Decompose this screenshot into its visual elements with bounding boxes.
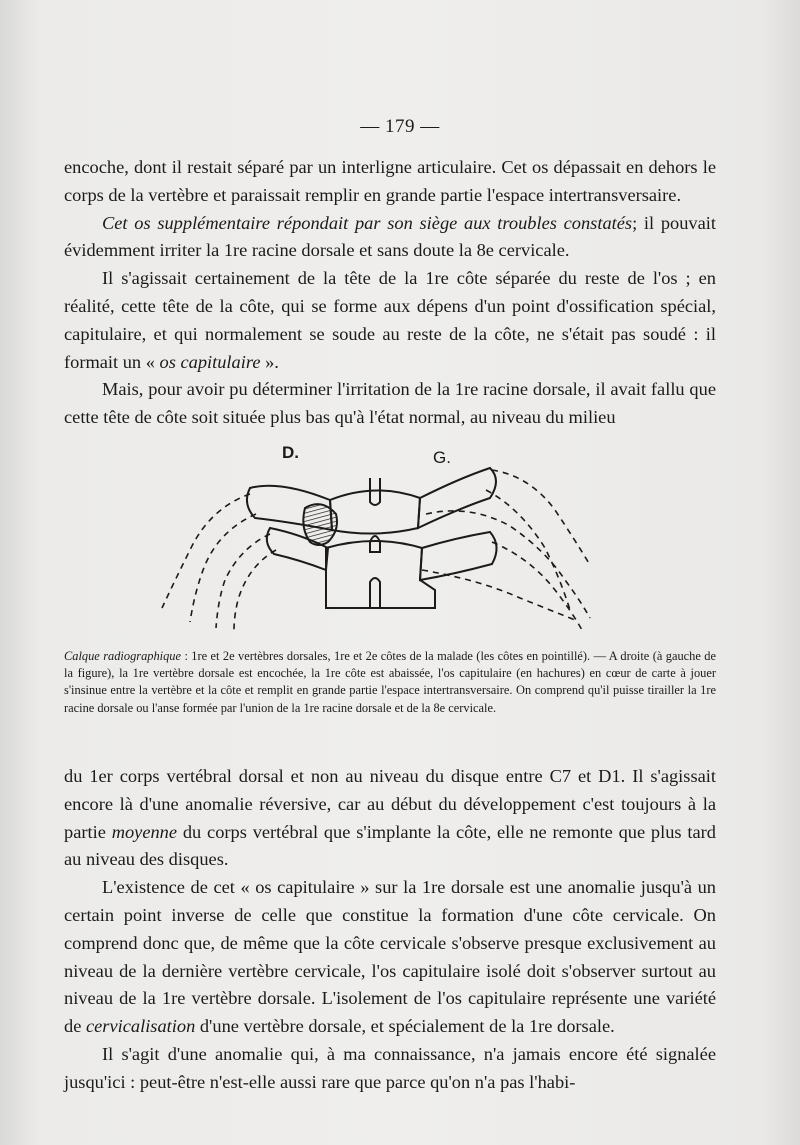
emphasis-text: Cet os supplémentaire répondait par son siège aux troubles constatés — [102, 212, 633, 233]
paragraph: encoche, dont il restait séparé par un interligne articulaire. Cet os dépassait en dehors le corps de la vertèbre et paraissait remplir en grande partie l'espace intertransversaire. — [64, 157, 716, 205]
caption-text: : 1re et 2e vertèbres dorsales, 1re et 2e côtes de la malade (les côtes en pointillé). — A droite (à gauche de la figure), la 1re vertèbre dorsale est encochée, la 1re côte est abaissée, l'os capitulaire (en hachures) en cœur de carte à jouer s'insinue entre la vertèbre et la côte et remplit en grande partie l'espace intertransversaire. On comprend qu'il puisse tirailler la 1re racine dorsale ou l'anse formée par l'union de la 1re racine dorsale et de la 8e cervicale. — [64, 649, 716, 715]
paragraph-text: d'une vertèbre dorsale, et spécialement de la 1re dorsale. — [195, 1016, 615, 1037]
emphasis-text: moyenne — [111, 821, 178, 842]
paragraph-text: ». — [260, 351, 279, 372]
vertebrae-outline — [247, 468, 497, 608]
paragraph: Il s'agit d'une anomalie qui, à ma connaissance, n'a jamais encore été signalée jusqu'ici : peut-être n'est-elle aussi rare que parce qu'on n'a pas l'habi- — [64, 1043, 716, 1092]
paragraph — [64, 874, 716, 1041]
ribs-dotted — [162, 470, 590, 630]
page-number: — 179 — — [360, 116, 440, 137]
capitular-bone — [303, 504, 337, 545]
caption-title: Calque radiographique — [64, 649, 182, 663]
emphasis-text: cervicalisation — [85, 1016, 196, 1037]
paragraph — [64, 210, 716, 266]
paragraph — [64, 265, 716, 376]
label-right-side: D. — [282, 443, 299, 462]
paragraph: Mais, pour avoir pu déterminer l'irritation de la 1re racine dorsale, il avait fallu que cette tête de côte soit située plus bas qu'à l'état normal, au niveau du milieu — [64, 379, 716, 428]
paragraph-text: L'existence de cet « os capitulaire » sur la 1re dorsale est une anomalie jusqu'à un certain point inverse de celle que constitue la formation d'une côte cervicale. On comprend donc que, de même que la côte cervicale s'observe presque exclusivement au niveau de la dernière vertèbre cervicale, l'os capitulaire isolé doit s'observer surtout au niveau de la 1re vertèbre dorsale. L'isolement de l'os capitulaire représente une variété de — [64, 877, 716, 1037]
paragraph-text: Il s'agissait certainement de la tête de la 1re côte séparée du reste de l'os ; en réalité, cette tête de la côte, qui se forme aux dépens d'un point d'ossification spécial, capitulaire, et qui normalement se soude au reste de la côte, ne s'était pas soudé : il formait un « — [64, 268, 716, 372]
emphasis-text: os capitulaire — [159, 351, 261, 372]
paragraph-text: du 1er corps vertébral dorsal et non au niveau du disque entre C7 et D1. Il s'agissait encore là d'une anomalie réversive, car au début du développement c'est toujours à la partie — [64, 766, 716, 842]
body-text-top — [64, 154, 716, 432]
body-text-bottom — [64, 763, 716, 1097]
radiograph-tracing-figure — [150, 430, 620, 645]
label-left-side: G. — [433, 448, 451, 467]
figure-caption — [64, 648, 716, 717]
paragraph-text: ; il pouvait évidemment irriter la 1re racine dorsale et sans doute la 8e cervicale. — [64, 212, 717, 261]
paragraph — [64, 763, 716, 874]
vertebra-drawing — [150, 430, 620, 645]
caption-paragraph — [64, 648, 716, 717]
paragraph-text: du corps vertébral que s'implante la côte, elle ne remonte que plus tard au niveau des disques. — [64, 821, 716, 870]
